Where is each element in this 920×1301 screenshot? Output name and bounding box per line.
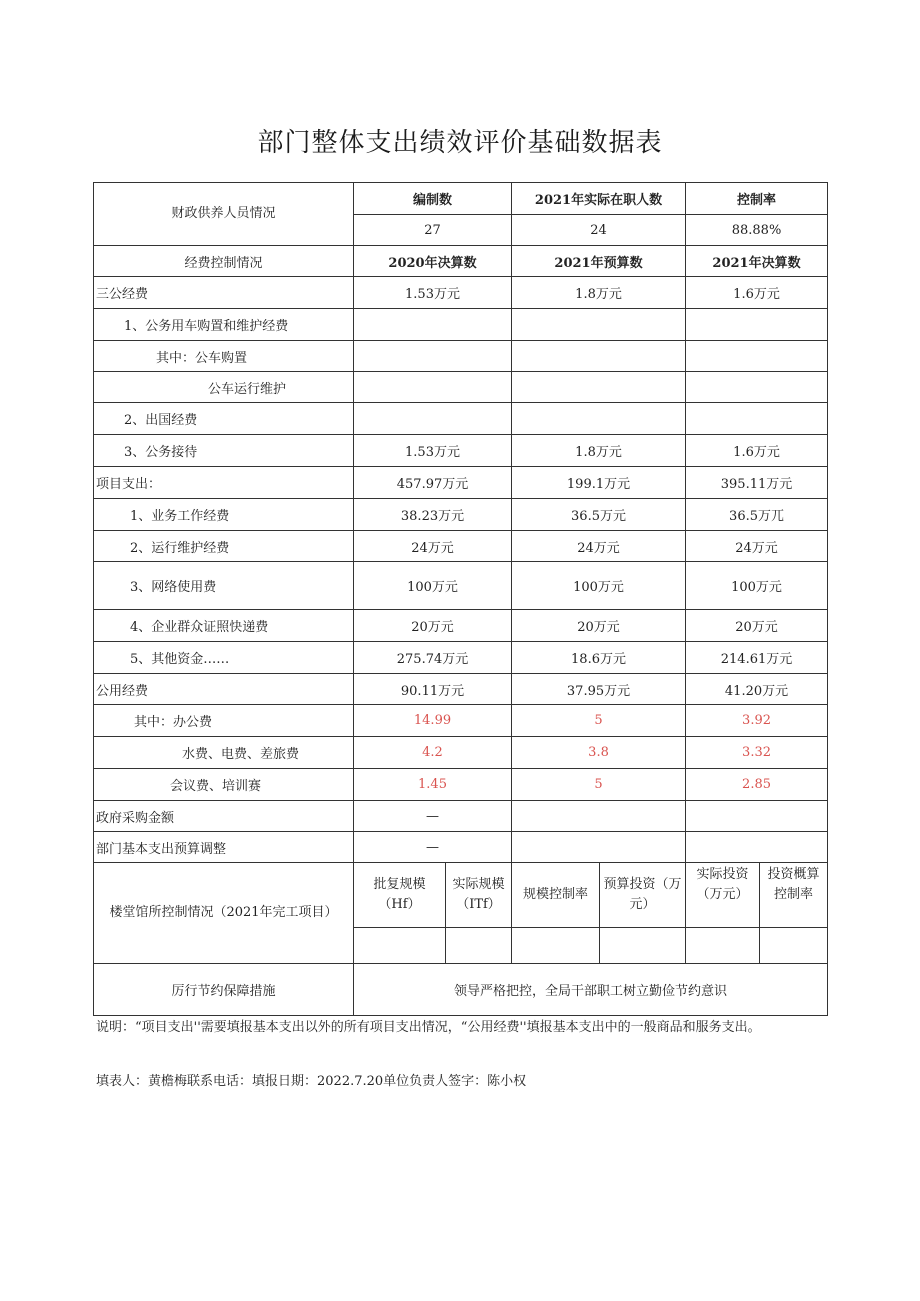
staff-value: 88.88%	[686, 215, 828, 246]
row-label: 政府采购金额	[94, 801, 354, 832]
row-value: 214.61万元	[686, 642, 828, 674]
row-value	[512, 403, 686, 435]
row-value: 1.8万元	[512, 277, 686, 309]
building-value	[354, 928, 446, 964]
row-label: 2、出国经费	[94, 403, 354, 435]
row-value	[354, 341, 512, 372]
row-label: 3、网络使用费	[94, 562, 354, 610]
row-value	[354, 372, 512, 403]
row-label: 公车运行维护	[94, 372, 354, 403]
building-header: 批复规模（Hf）	[354, 863, 446, 928]
row-value: 37.95万元	[512, 674, 686, 705]
row-value: 3.92	[686, 705, 828, 737]
row-value: 199.1万元	[512, 467, 686, 499]
row-label: 3、公务接待	[94, 435, 354, 467]
building-header: 预算投资（万元）	[600, 863, 686, 928]
row-label: 1、公务用车购置和维护经费	[94, 309, 354, 341]
row-value	[686, 403, 828, 435]
control-header: 2021年决算数	[686, 246, 828, 277]
row-label: 水费、电费、差旅费	[94, 737, 354, 769]
row-value: 36.5万兀	[686, 499, 828, 531]
row-value	[354, 309, 512, 341]
row-label: 1、业务工作经费	[94, 499, 354, 531]
saving-label: 厉行节约保障措施	[94, 964, 354, 1016]
row-label: 会议费、培训赛	[94, 769, 354, 801]
row-value: 36.5万元	[512, 499, 686, 531]
building-value	[686, 928, 760, 964]
row-value: —	[354, 832, 512, 863]
row-value: 5	[512, 769, 686, 801]
building-header: 实际投资（万元）	[686, 863, 760, 928]
building-value	[760, 928, 828, 964]
row-label: 4、企业群众证照快递费	[94, 610, 354, 642]
row-label: 2、运行维护经费	[94, 531, 354, 562]
row-label: 部门基本支出预算调整	[94, 832, 354, 863]
row-value	[686, 801, 828, 832]
row-value	[686, 372, 828, 403]
staff-header: 2021年实际在职人数	[512, 183, 686, 215]
staff-value: 27	[354, 215, 512, 246]
row-label: 其中：办公费	[94, 705, 354, 737]
row-label: 公用经费	[94, 674, 354, 705]
row-value: 2.85	[686, 769, 828, 801]
row-value: 3.32	[686, 737, 828, 769]
row-value: 275.74万元	[354, 642, 512, 674]
row-value	[354, 403, 512, 435]
row-label: 5、其他资金……	[94, 642, 354, 674]
row-value: 24万元	[686, 531, 828, 562]
note-filler-info: 填表人：黄檐梅联系电话：填报日期：2022.7.20单位负责人签字：陈小权	[96, 1074, 527, 1089]
row-value: 24万元	[354, 531, 512, 562]
row-label: 三公经费	[94, 277, 354, 309]
staff-header: 控制率	[686, 183, 828, 215]
row-value	[686, 309, 828, 341]
control-label: 经费控制情况	[94, 246, 354, 277]
building-value	[600, 928, 686, 964]
building-value	[512, 928, 600, 964]
row-value	[512, 372, 686, 403]
row-value: 14.99	[354, 705, 512, 737]
row-value	[686, 341, 828, 372]
row-value: 24万元	[512, 531, 686, 562]
staff-header: 编制数	[354, 183, 512, 215]
row-value: 1.6万元	[686, 277, 828, 309]
row-value: 3.8	[512, 737, 686, 769]
row-value: 41.20万元	[686, 674, 828, 705]
row-label: 项目支出：	[94, 467, 354, 499]
staff-value: 24	[512, 215, 686, 246]
building-header: 实际规模（ITf）	[446, 863, 512, 928]
data-table	[93, 182, 828, 1016]
row-value: 100万元	[354, 562, 512, 610]
row-value: 395.11万元	[686, 467, 828, 499]
control-header: 2020年决算数	[354, 246, 512, 277]
building-value	[446, 928, 512, 964]
row-value	[512, 801, 686, 832]
page-title: 部门整体支出绩效评价基础数据表	[257, 128, 663, 158]
control-header: 2021年预算数	[512, 246, 686, 277]
row-value: 1.45	[354, 769, 512, 801]
row-value: 457.97万元	[354, 467, 512, 499]
row-value: 20万元	[686, 610, 828, 642]
row-value: 90.11万元	[354, 674, 512, 705]
row-value: 1.8万元	[512, 435, 686, 467]
row-value: 20万元	[512, 610, 686, 642]
row-value: 38.23万元	[354, 499, 512, 531]
building-header: 规模控制率	[512, 863, 600, 928]
building-label: 楼堂馆所控制情况（2021年完工项目）	[94, 863, 354, 964]
row-value	[686, 832, 828, 863]
row-value	[512, 832, 686, 863]
saving-value: 领导严格把控，全局干部职工树立勤俭节约意识	[354, 964, 828, 1016]
row-value: 100万元	[512, 562, 686, 610]
row-value: 5	[512, 705, 686, 737]
building-header: 投资概算控制率	[760, 863, 828, 928]
row-value: 1.6万元	[686, 435, 828, 467]
row-value: 1.53万元	[354, 277, 512, 309]
row-value	[512, 309, 686, 341]
row-label: 其中：公车购置	[94, 341, 354, 372]
row-value	[512, 341, 686, 372]
row-value: —	[354, 801, 512, 832]
row-value: 1.53万元	[354, 435, 512, 467]
staff-label: 财政供养人员情况	[94, 183, 354, 246]
note-explanation: 说明：“项目支出''需要填报基本支出以外的所有项目支出情况，“公用经费''填报基本支出中的一般商品和服务支出。	[96, 1020, 761, 1035]
row-value: 18.6万元	[512, 642, 686, 674]
row-value: 4.2	[354, 737, 512, 769]
row-value: 20万元	[354, 610, 512, 642]
row-value: 100万元	[686, 562, 828, 610]
